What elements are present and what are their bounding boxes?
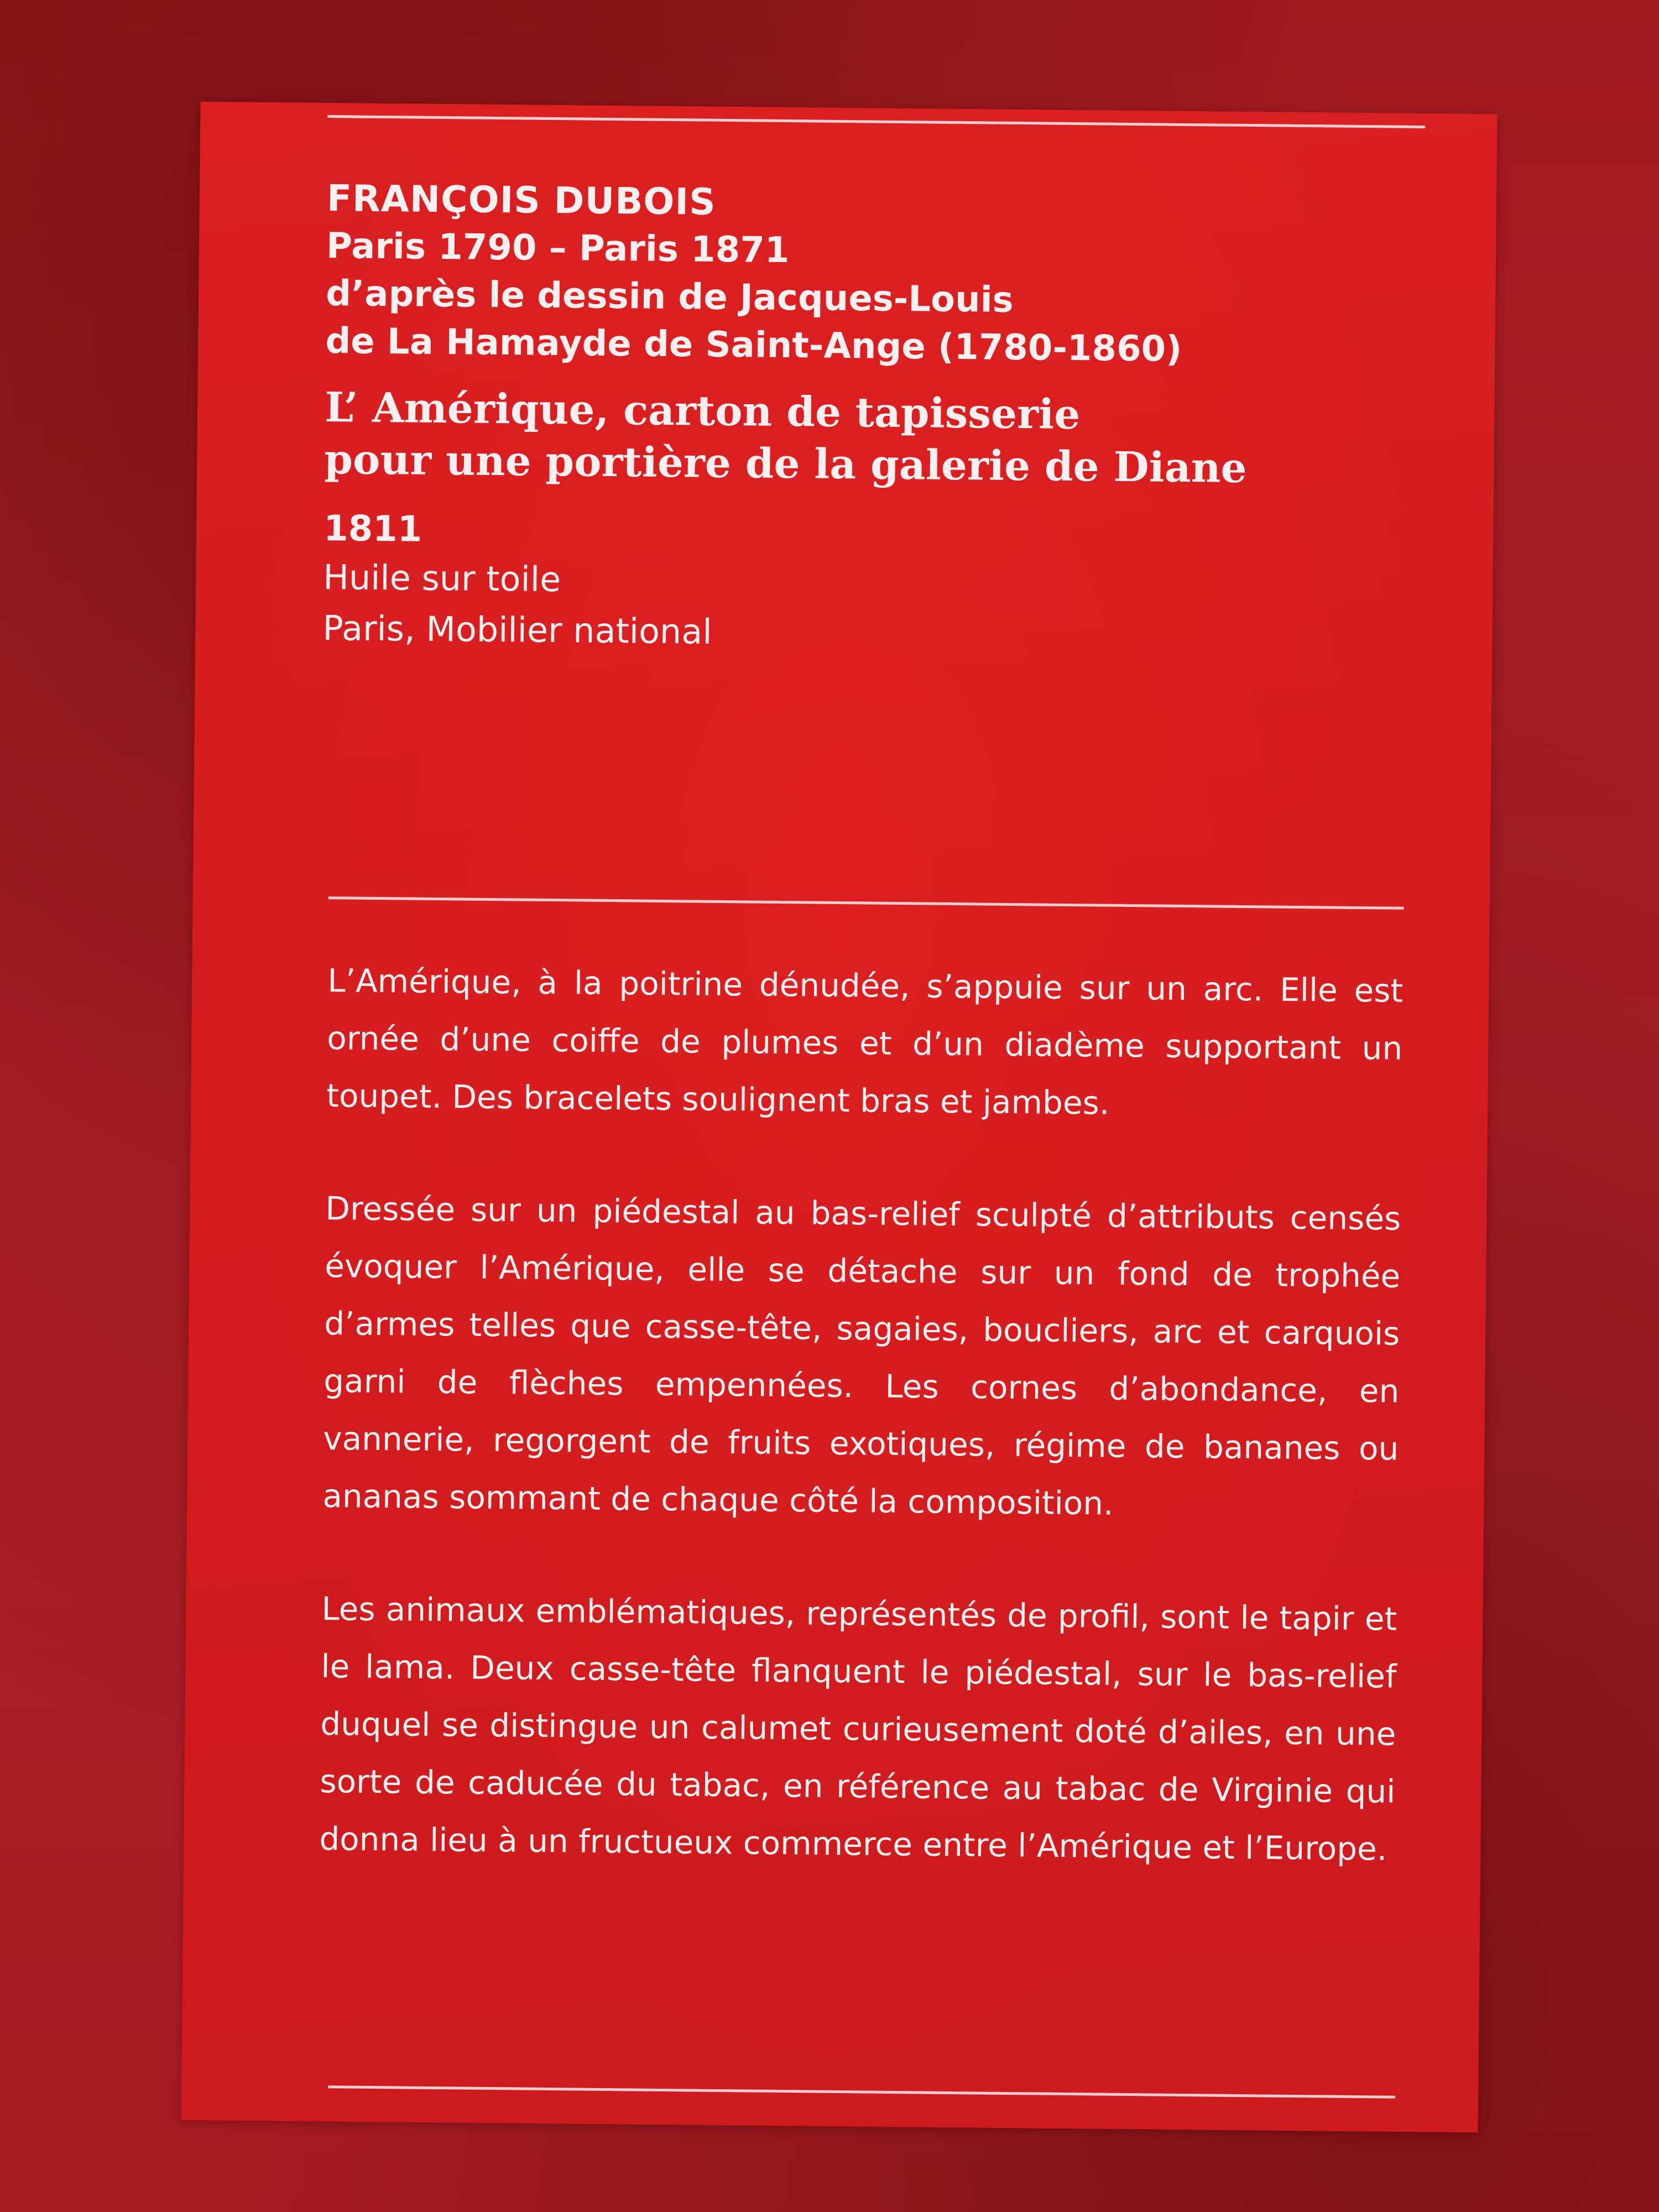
artist-name: FRANÇOIS DUBOIS: [326, 177, 716, 223]
artwork-date: 1811: [323, 508, 422, 550]
artwork-description: [319, 952, 1404, 1878]
top-divider: [327, 115, 1425, 128]
after-drawing-line-2: de La Hamayde de Saint-Ange (1780-1860): [325, 321, 1182, 370]
artwork-title-line-2: pour une portière de la galerie de Diane: [324, 436, 1248, 493]
label-header: [322, 175, 1422, 664]
artwork-medium: Huile sur toile: [322, 556, 561, 600]
bottom-divider: [328, 2085, 1395, 2099]
artwork-details: [322, 505, 1418, 664]
artwork-collection: Paris, Mobilier national: [322, 607, 712, 652]
middle-divider: [328, 896, 1404, 910]
artist-life-dates: Paris 1790 – Paris 1871: [326, 226, 790, 272]
museum-label-card: [181, 102, 1498, 2132]
description-paragraph-3: Les animaux emblématiques, représentés de profil, sont le tapir et le lama. Deux casse-tête flanquent le piédestal, sur le bas-relief duquel se distingue un calumet curieusement doté d’ailes, en une sorte de caducée du tabac, en référence au tabac de Virginie qui donna lieu à un fructueux commerce entre l’Amérique et l’Europe.: [319, 1590, 1397, 1868]
artwork-title-line-1: L’ Amérique, carton de tapisserie: [324, 384, 1081, 439]
description-paragraph-2: Dressée sur un piédestal au bas-relief sculpté d’attributs censés évoquer l’Amérique, elle se détache sur un fond de trophée d’armes telles que casse-tête, sagaies, boucliers, arc et carquois garni de flèches empennées. Les cornes d’abondance, en vannerie, regorgent de fruits exotiques, régime de bananes ou ananas sommant de chaque côté la composition.: [322, 1190, 1401, 1522]
artwork-title: [324, 382, 1420, 496]
description-paragraph-1: L’Amérique, à la poitrine dénudée, s’appuie sur un arc. Elle est ornée d’une coiffe de plumes et d’un diadème supportant un toupet. Des bracelets soulignent bras et jambes.: [326, 962, 1404, 1122]
after-drawing-line-1: d’après le dessin de Jacques-Louis: [325, 273, 1014, 321]
